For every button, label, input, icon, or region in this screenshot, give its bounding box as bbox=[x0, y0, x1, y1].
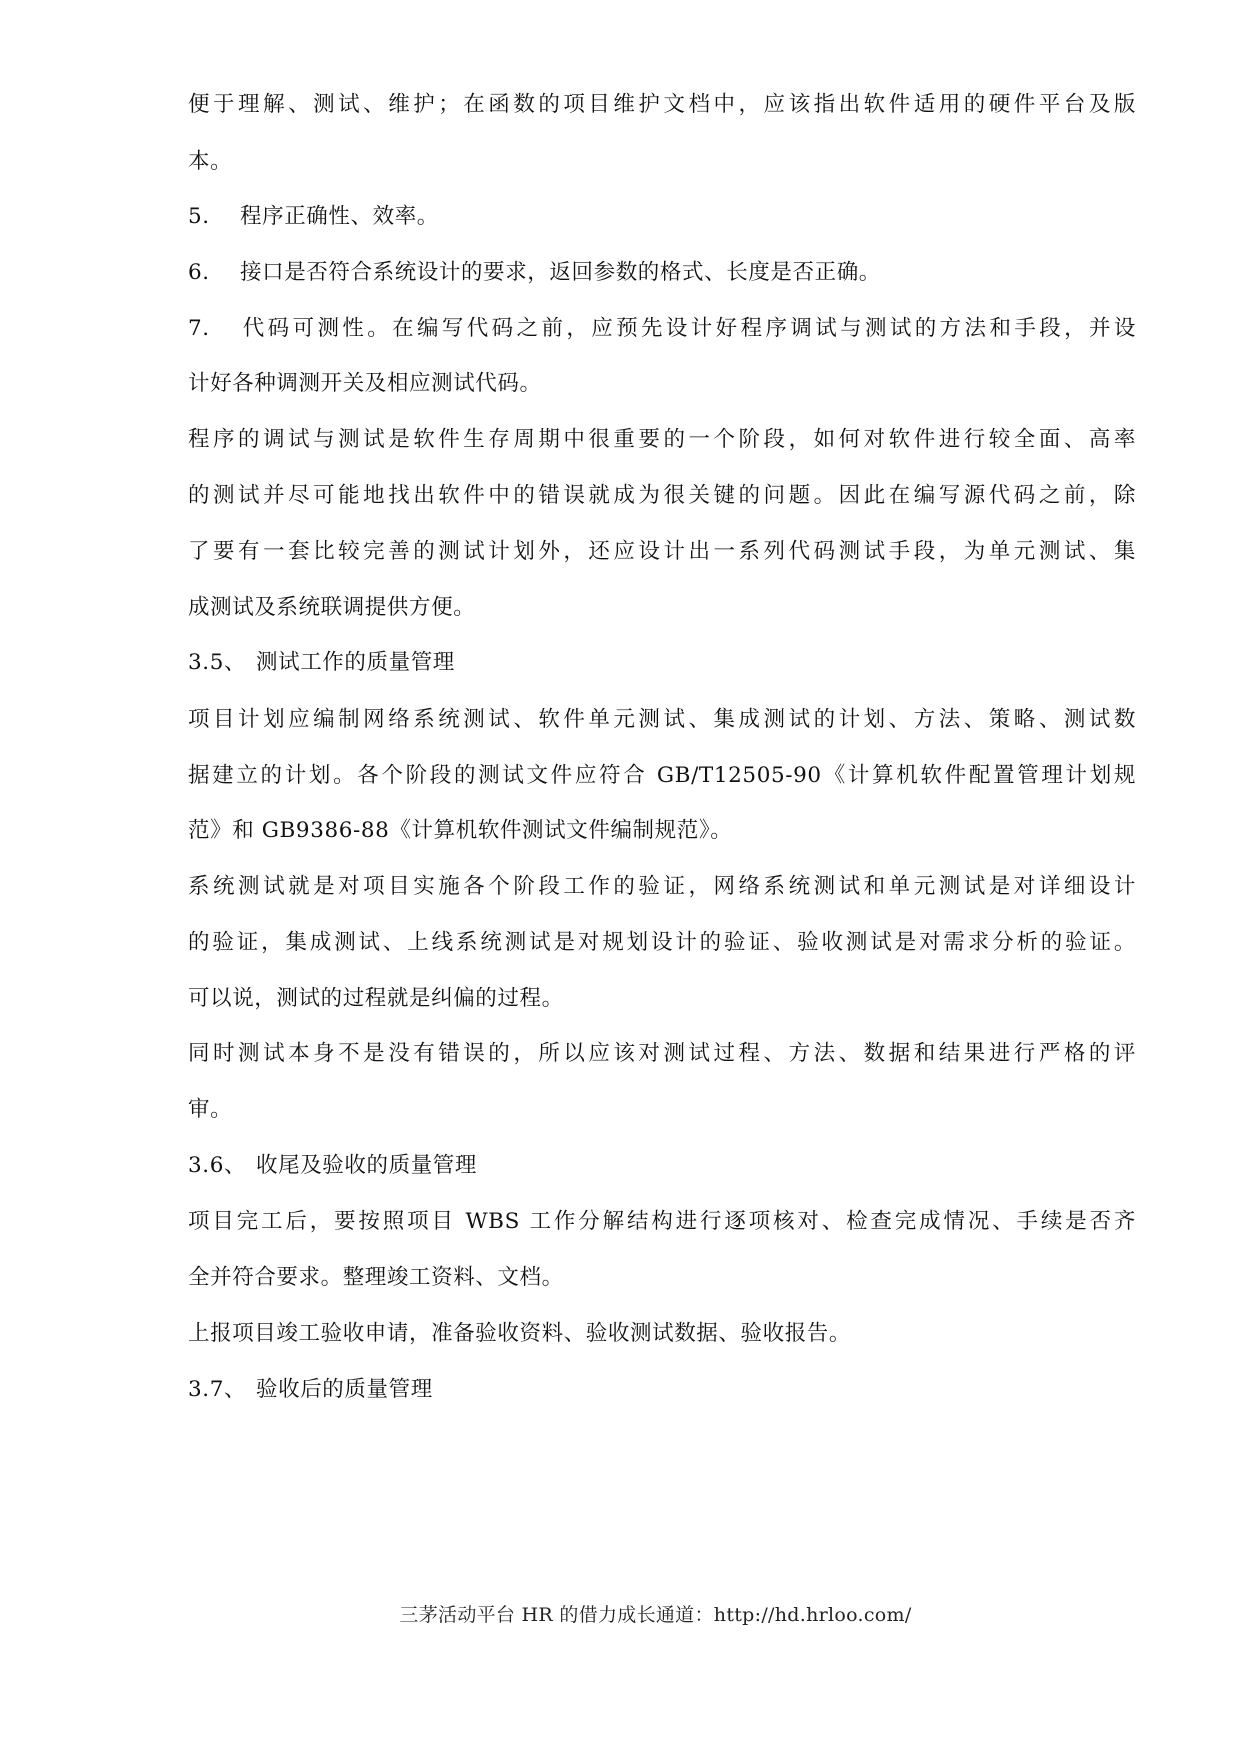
paragraph-line: 全并符合要求。整理竣工资料、文档。 bbox=[188, 1265, 564, 1290]
paragraph-line: 程序的调试与测试是软件生存周期中很重要的一个阶段，如何对软件进行较全面、高率 bbox=[188, 427, 1136, 452]
section-title: 收尾及验收的质量管理 bbox=[256, 1153, 478, 1178]
paragraph-line: 本。 bbox=[188, 149, 233, 174]
section-title: 测试工作的质量管理 bbox=[256, 650, 455, 675]
list-item-number: 5. bbox=[188, 204, 210, 229]
paragraph-line: 的测试并尽可能地找出软件中的错误就成为很关键的问题。因此在编写源代码之前，除 bbox=[188, 483, 1136, 508]
paragraph-line: 项目计划应编制网络系统测试、软件单元测试、集成测试的计划、方法、策略、测试数 bbox=[188, 707, 1136, 732]
list-item-text: 接口是否符合系统设计的要求，返回参数的格式、长度是否正确。 bbox=[240, 260, 881, 285]
section-heading bbox=[188, 648, 455, 678]
section-number: 3.7、 bbox=[188, 1377, 247, 1402]
section-heading bbox=[188, 1151, 477, 1181]
paragraph-line: 的验证，集成测试、上线系统测试是对规划设计的验证、验收测试是对需求分析的验证。 bbox=[188, 930, 1136, 955]
section-heading bbox=[188, 1375, 433, 1405]
list-item bbox=[188, 202, 439, 232]
list-item-text: 程序正确性、效率。 bbox=[240, 204, 439, 229]
list-item bbox=[188, 314, 1136, 344]
list-item-number: 7. bbox=[188, 316, 210, 341]
paragraph-line: 可以说，测试的过程就是纠偏的过程。 bbox=[188, 986, 564, 1011]
paragraph-line: 便于理解、测试、维护；在函数的项目维护文档中，应该指出软件适用的硬件平台及版 bbox=[188, 92, 1136, 117]
paragraph-line: 计好各种调测开关及相应测试代码。 bbox=[188, 371, 542, 396]
page-footer: 三茅活动平台 HR 的借力成长通道：http://hd.hrloo.com/ bbox=[399, 1604, 912, 1626]
section-number: 3.6、 bbox=[188, 1153, 247, 1178]
paragraph-line: 范》和 GB9386-88《计算机软件测试文件编制规范》。 bbox=[188, 818, 733, 843]
section-title: 验收后的质量管理 bbox=[256, 1377, 433, 1402]
paragraph-line: 成测试及系统联调提供方便。 bbox=[188, 595, 476, 620]
paragraph-line: 同时测试本身不是没有错误的，所以应该对测试过程、方法、数据和结果进行严格的评 bbox=[188, 1041, 1136, 1066]
paragraph-line: 了要有一套比较完善的测试计划外，还应设计出一系列代码测试手段，为单元测试、集 bbox=[188, 539, 1136, 564]
paragraph-line: 据建立的计划。各个阶段的测试文件应符合 GB/T12505-90《计算机软件配置管理计划规 bbox=[188, 763, 1136, 788]
paragraph-line: 系统测试就是对项目实施各个阶段工作的验证，网络系统测试和单元测试是对详细设计 bbox=[188, 874, 1136, 899]
section-number: 3.5、 bbox=[188, 650, 247, 675]
paragraph-line: 上报项目竣工验收申请，准备验收资料、验收测试数据、验收报告。 bbox=[188, 1321, 852, 1346]
list-item bbox=[188, 258, 881, 288]
paragraph-line: 项目完工后，要按照项目 WBS 工作分解结构进行逐项核对、检查完成情况、手续是否齐 bbox=[188, 1209, 1136, 1234]
list-item-number: 6. bbox=[188, 260, 210, 285]
paragraph-line: 审。 bbox=[188, 1097, 233, 1122]
list-item-text: 代码可测性。在编写代码之前，应预先设计好程序调试与测试的方法和手段，并设 bbox=[240, 316, 1136, 341]
